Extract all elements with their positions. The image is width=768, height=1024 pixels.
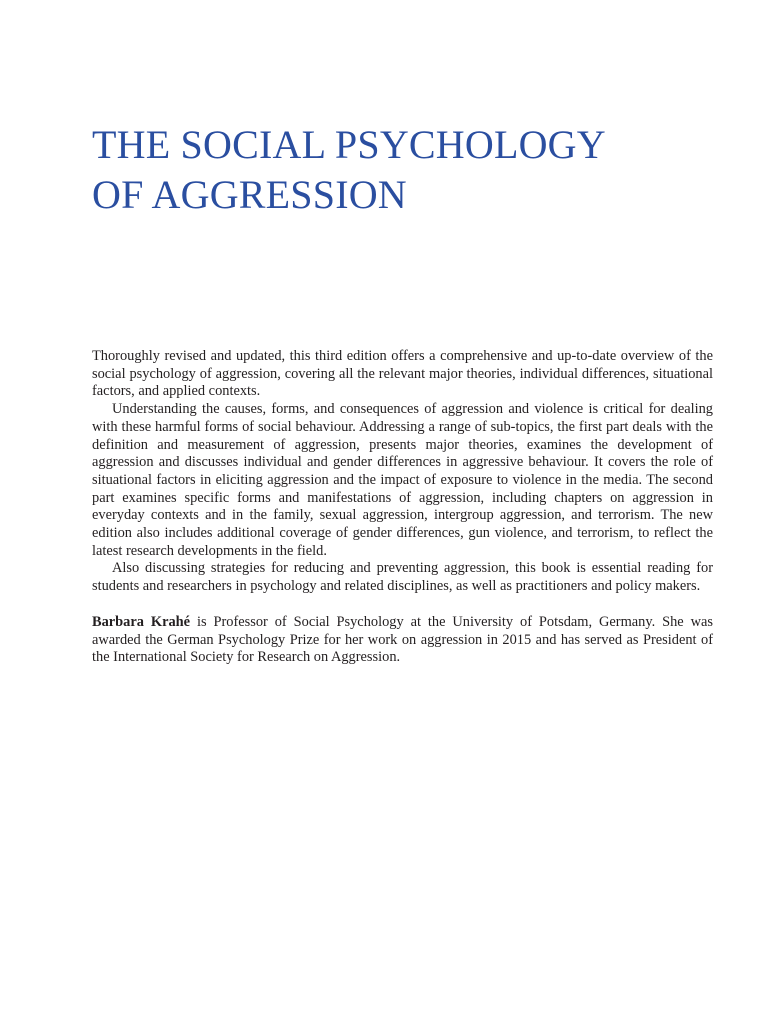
book-title-line-2: OF AGGRESSION	[92, 172, 407, 217]
book-title-line-1: THE SOCIAL PSYCHOLOGY	[92, 122, 606, 167]
description-paragraph-3: Also discussing strategies for reducing and preventing aggression, this book is essential reading for students and researchers in psychology and related disciplines, as well as practitioners and policy makers.	[92, 560, 713, 595]
author-name: Barbara Krahé	[92, 613, 191, 630]
description-paragraph-2: Understanding the causes, forms, and consequences of aggression and violence is critical for dealing with these harmful forms of social behaviour. Addressing a range of sub-topics, the first part deals with the definition and measurement of aggression, presents major theories, examines the development of aggression and discusses individual and gender differences in aggressive behaviour. It covers the role of situational factors in eliciting aggression and the impact of exposure to violence in the media. The second part examines specific forms and manifestations of aggression, including chapters on aggression in everyday contexts and in the family, sexual aggression, intergroup aggression, and terrorism. The new edition also includes additional coverage of gender differences, gun violence, and terrorism, to reflect the latest research developments in the field.	[92, 401, 713, 559]
author-bio-text: is Professor of Social Psychology at the University of Potsdam, Germany. She was awarded the German Psychology Prize for her work on aggression in 2015 and has served as President of the International Society for Research on Aggression.	[92, 613, 713, 666]
description-paragraph-1: Thoroughly revised and updated, this third edition offers a comprehensive and up-to-date overview of the social psychology of aggression, covering all the relevant major theories, individual differences, situational factors, and applied contexts.	[92, 348, 713, 400]
book-description	[92, 348, 713, 667]
author-bio	[92, 614, 713, 667]
book-title	[92, 120, 712, 220]
